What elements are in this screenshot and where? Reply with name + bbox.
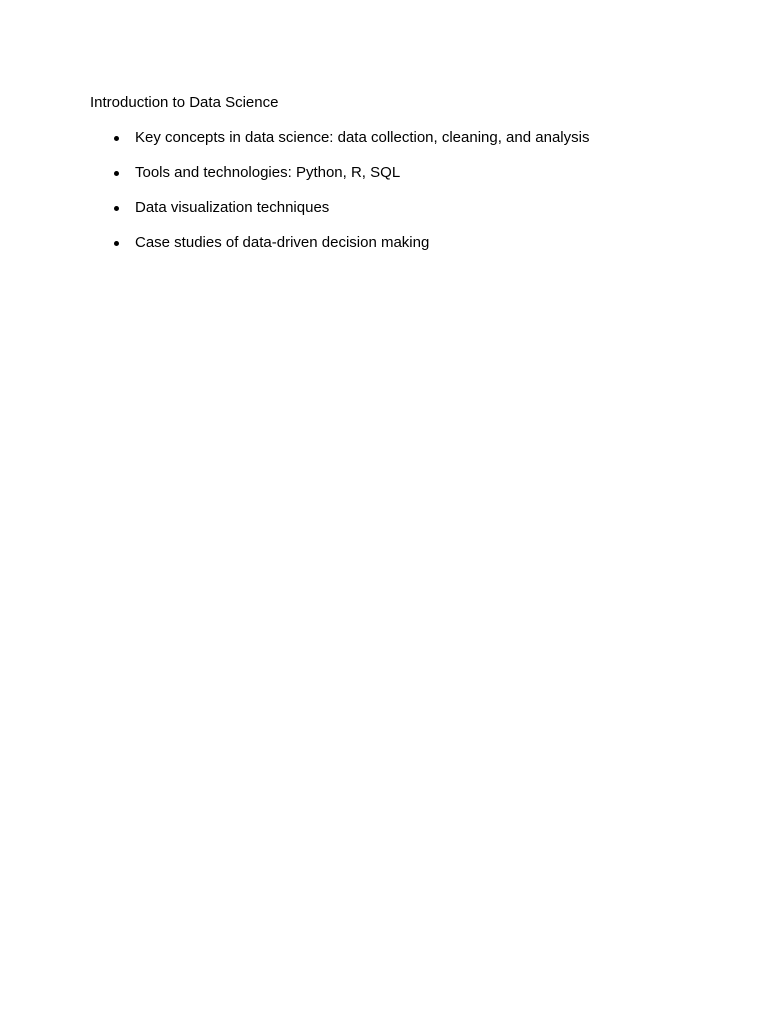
bullet-list [0,129,768,269]
list-item-text: Key concepts in data science: data collection, cleaning, and analysis [135,129,590,146]
list-item [0,164,768,199]
list-item [0,199,768,234]
bullet-icon [114,136,119,141]
document-title: Introduction to Data Science [90,94,279,111]
bullet-icon [114,206,119,211]
bullet-icon [114,241,119,246]
bullet-icon [114,171,119,176]
list-item-text: Tools and technologies: Python, R, SQL [135,164,401,181]
list-item-text: Data visualization techniques [135,199,330,216]
list-item-text: Case studies of data-driven decision making [135,234,430,251]
list-item [0,234,768,269]
list-item [0,129,768,164]
